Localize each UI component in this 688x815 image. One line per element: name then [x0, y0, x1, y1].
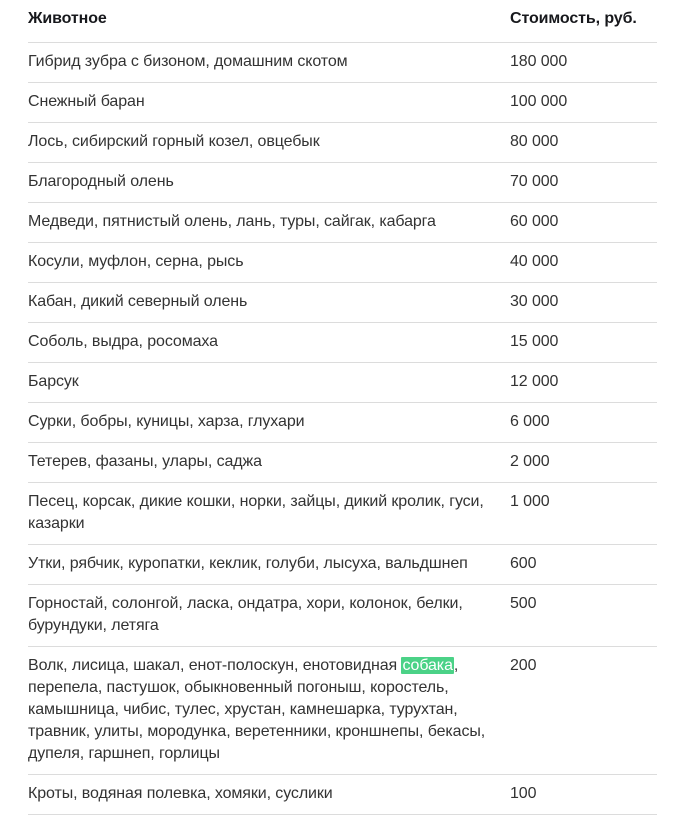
table-row: [28, 283, 657, 323]
animal-cost-table: [28, 8, 657, 815]
animal-cell: Благородный олень: [28, 163, 510, 203]
animal-cell: Снежный баран: [28, 83, 510, 123]
animal-cell: Гибрид зубра с бизоном, домашним скотом: [28, 43, 510, 83]
table-row: [28, 443, 657, 483]
cost-cell: 70 000: [510, 163, 657, 203]
cost-cell: 30 000: [510, 283, 657, 323]
cost-cell: 600: [510, 545, 657, 585]
table-row: [28, 43, 657, 83]
cost-cell: 40 000: [510, 243, 657, 283]
table-row: [28, 323, 657, 363]
animal-cell: Соболь, выдра, росомаха: [28, 323, 510, 363]
table-body: [28, 43, 657, 815]
animal-cell: Кроты, водяная полевка, хомяки, суслики: [28, 775, 510, 815]
table-row: [28, 363, 657, 403]
column-header-cost: Стоимость, руб.: [510, 8, 657, 43]
cost-cell: 15 000: [510, 323, 657, 363]
cost-cell: 100: [510, 775, 657, 815]
cost-cell: 80 000: [510, 123, 657, 163]
animal-cell: Горностай, солонгой, ласка, ондатра, хори, колонок, белки, бурундуки, летяга: [28, 585, 510, 647]
table-row: [28, 163, 657, 203]
animal-cell: Сурки, бобры, куницы, харза, глухари: [28, 403, 510, 443]
cost-cell: 200: [510, 647, 657, 775]
table-row: [28, 203, 657, 243]
cost-cell: 1 000: [510, 483, 657, 545]
cost-cell: 180 000: [510, 43, 657, 83]
column-header-animal: Животное: [28, 8, 510, 43]
table-row: [28, 483, 657, 545]
cost-cell: 500: [510, 585, 657, 647]
cost-cell: 60 000: [510, 203, 657, 243]
table-row: [28, 123, 657, 163]
table-row: [28, 545, 657, 585]
animal-cell: Косули, муфлон, серна, рысь: [28, 243, 510, 283]
cost-cell: 12 000: [510, 363, 657, 403]
animal-cell: Барсук: [28, 363, 510, 403]
animal-cell: Тетерев, фазаны, улары, саджа: [28, 443, 510, 483]
cost-cell: 2 000: [510, 443, 657, 483]
animal-cell: Утки, рябчик, куропатки, кеклик, голуби, лысуха, вальдшнеп: [28, 545, 510, 585]
table-row: [28, 83, 657, 123]
animal-cell: Песец, корсак, дикие кошки, норки, зайцы, дикий кролик, гуси, казарки: [28, 483, 510, 545]
table-header-row: [28, 8, 657, 43]
table-row: [28, 403, 657, 443]
table-row: [28, 585, 657, 647]
cost-cell: 6 000: [510, 403, 657, 443]
animal-cell: Медведи, пятнистый олень, лань, туры, сайгак, кабарга: [28, 203, 510, 243]
table-row: [28, 243, 657, 283]
table-row: [28, 775, 657, 815]
cost-cell: 100 000: [510, 83, 657, 123]
animal-cell: Лось, сибирский горный козел, овцебык: [28, 123, 510, 163]
search-highlight: собака: [402, 657, 453, 674]
animal-cell: Волк, лисица, шакал, енот-полоскун, енотовидная собака, перепела, пастушок, обыкновенный погоныш, коростель, камышница, чибис, тулес, хрустан, камнешарка, турухтан, травник, улиты, мородунка, веретенники, кроншнепы, бекасы, дупеля, гаршнеп, горлицы: [28, 647, 510, 775]
animal-cell: Кабан, дикий северный олень: [28, 283, 510, 323]
table-row: [28, 647, 657, 775]
